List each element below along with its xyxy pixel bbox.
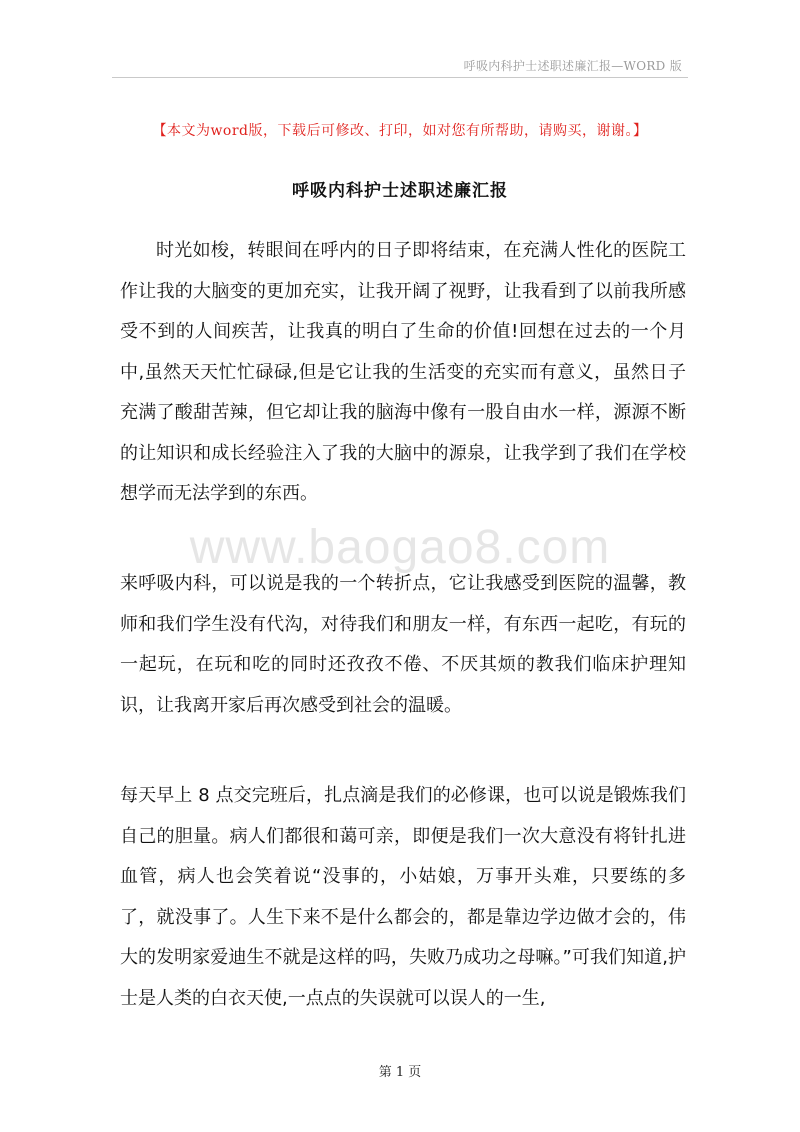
paragraph-1: 时光如梭，转眼间在呼内的日子即将结束，在充满人性化的医院工作让我的大脑变的更加充实，让我开阔了视野，让我看到了以前我所感受不到的人间疾苦，让我真的明白了生命的价值!回想在过去的一个月中,虽然天天忙忙碌碌,但是它让我的生活变的充实而有意义，虽然日子充满了酸甜苦辣，但它却让我的脑海中像有一股自由水一样，源源不断的让知识和成长经验注入了我的大脑中的源泉，让我学到了我们在学校想学而无法学到的东西。 (120, 240, 686, 504)
page-number: 第 1 页 (378, 1065, 422, 1080)
purchase-notice: 【本文为word版，下载后可修改、打印，如对您有所帮助，请购买，谢谢。】 (152, 123, 648, 139)
paragraph-2: 来呼吸内科，可以说是我的一个转折点，它让我感受到医院的温馨，教师和我们学生没有代沟，对待我们和朋友一样，有东西一起吃，有玩的一起玩，在玩和吃的同时还孜孜不倦、不厌其烦的教我们临床护理知识，让我离开家后再次感受到社会的温暖。 (120, 573, 686, 716)
header-divider (112, 77, 688, 78)
document-title: 呼吸内科护士述职述廉汇报 (292, 181, 508, 201)
watermark-text: www.baogao8.com (189, 521, 611, 574)
running-header: 呼吸内科护士述职述廉汇报—WORD 版 (463, 59, 682, 73)
paragraph-3: 每天早上 8 点交完班后，扎点滴是我们的必修课，也可以说是锻炼我们自己的胆量。病人们都很和蔼可亲，即便是我们一次大意没有将针扎进血管，病人也会笑着说“没事的，小姑娘，万事开头难，只要练的多了，就没事了。人生下来不是什么都会的，都是靠边学边做才会的，伟大的发明家爱迪生不就是这样的吗，失败乃成功之母嘛。”可我们知道,护士是人类的白衣天使,一点点的失误就可以误人的一生, (120, 785, 686, 1009)
